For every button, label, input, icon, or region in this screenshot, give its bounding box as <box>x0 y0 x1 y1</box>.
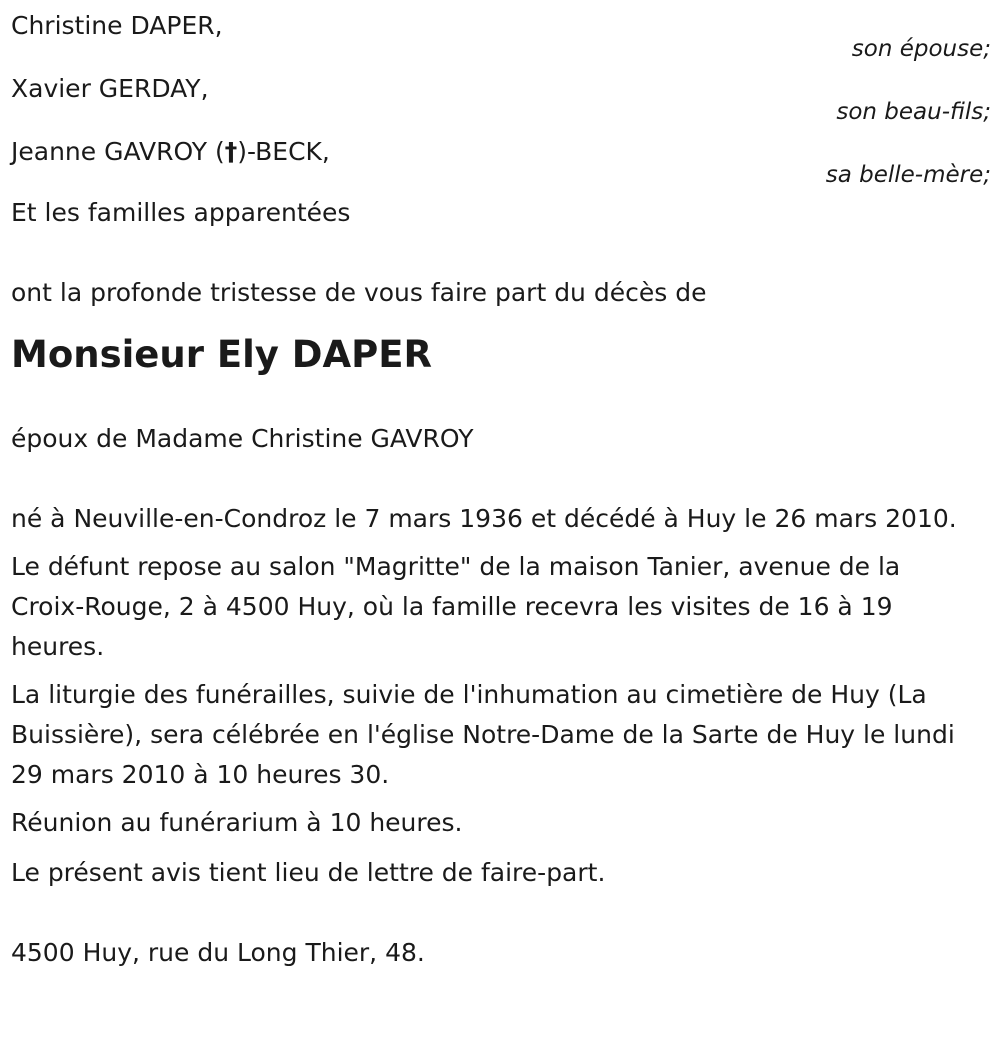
visitation-paragraph: Le défunt repose au salon "Magritte" de la maison Tanier, avenue de la Croix-Rouge, 2 à 4500 Huy, où la famille recevra les visites de 16 à 19 heures. <box>11 552 901 661</box>
family-member-name: Xavier GERDAY, <box>11 74 209 103</box>
deceased-name: Monsieur Ely DAPER <box>11 333 433 376</box>
family-member-row <box>11 132 991 195</box>
family-member-relation: son beau-fils; <box>836 99 991 125</box>
notice-paragraph: Le présent avis tient lieu de lettre de faire-part. <box>11 858 606 887</box>
announcement-intro: ont la profonde tristesse de vous faire part du décès de <box>11 278 707 307</box>
obituary-notice <box>11 6 991 973</box>
family-member-name-part: )-BECK, <box>237 137 330 166</box>
spouse-line: époux de Madame Christine GAVROY <box>11 424 474 453</box>
address-line: 4500 Huy, rue du Long Thier, 48. <box>11 938 425 967</box>
family-member-relation: sa belle-mère; <box>825 162 991 188</box>
family-member-relation: son épouse; <box>851 36 991 62</box>
family-member-row <box>11 69 991 132</box>
gathering-paragraph: Réunion au funérarium à 10 heures. <box>11 808 463 837</box>
family-member-row <box>11 6 991 69</box>
family-member-name-part: Jeanne GAVROY ( <box>11 137 225 166</box>
extended-family-line: Et les familles apparentées <box>11 198 351 227</box>
family-member-name: Christine DAPER, <box>11 11 223 40</box>
funeral-paragraph: La liturgie des funérailles, suivie de l'inhumation au cimetière de Huy (La Buissière), sera célébrée en l'église Notre-Dame de la Sarte de Huy le lundi 29 mars 2010 à 10 heures 30. <box>11 680 955 789</box>
family-member-name <box>11 132 330 172</box>
birth-death-paragraph: né à Neuville-en-Condroz le 7 mars 1936 et décédé à Huy le 26 mars 2010. <box>11 504 957 533</box>
cross-icon: † <box>224 137 238 166</box>
